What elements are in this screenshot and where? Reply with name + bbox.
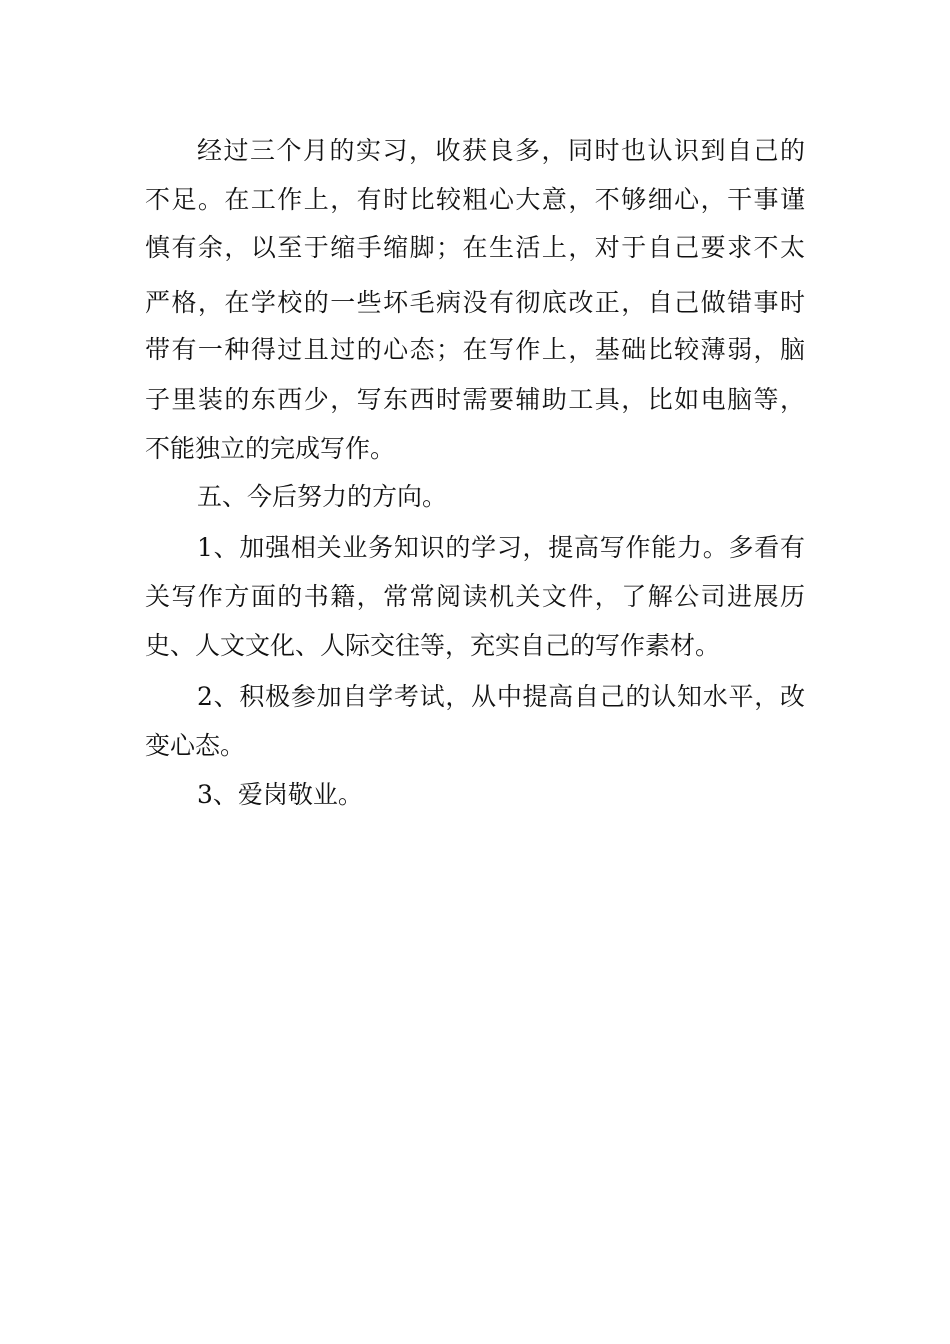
text-line [0,775,950,815]
text-line [0,528,950,568]
paragraph-text: 子里装的东西少，写东西时需要辅助工具，比如电脑等， [145,385,805,414]
text-line [0,429,950,469]
text-line [0,283,950,323]
paragraph-text: 慎有余，以至于缩手缩脚；在生活上，对于自己要求不太 [145,233,805,262]
text-line [0,577,950,617]
list-item-text: 1、加强相关业务知识的学习，提高写作能力。多看有 [197,533,805,562]
text-line [0,131,950,171]
paragraph-text: 不能独立的完成写作。 [145,434,396,463]
text-line [0,330,950,370]
text-line [0,380,950,420]
heading-text: 五、今后努力的方向。 [197,482,448,511]
text-line [0,626,950,666]
paragraph-text: 不足。在工作上，有时比较粗心大意，不够细心，干事谨 [145,185,805,214]
list-item-text: 关写作方面的书籍，常常阅读机关文件，了解公司进展历 [145,582,805,611]
text-line [0,677,950,717]
paragraph-text: 经过三个月的实习，收获良多，同时也认识到自己的 [197,136,805,165]
section-heading [0,477,950,517]
paragraph-text: 严格，在学校的一些坏毛病没有彻底改正，自己做错事时 [145,288,805,317]
text-line [0,228,950,268]
list-item-text: 2、积极参加自学考试，从中提高自己的认知水平，改 [197,682,805,711]
paragraph-text: 带有一种得过且过的心态；在写作上，基础比较薄弱，脑 [145,335,805,364]
list-item-text: 3、爱岗敬业。 [197,780,363,809]
list-item-text: 史、人文文化、人际交往等，充实自己的写作素材。 [145,631,721,660]
text-line [0,180,950,220]
list-item-text: 变心态。 [145,731,246,760]
text-line [0,726,950,766]
